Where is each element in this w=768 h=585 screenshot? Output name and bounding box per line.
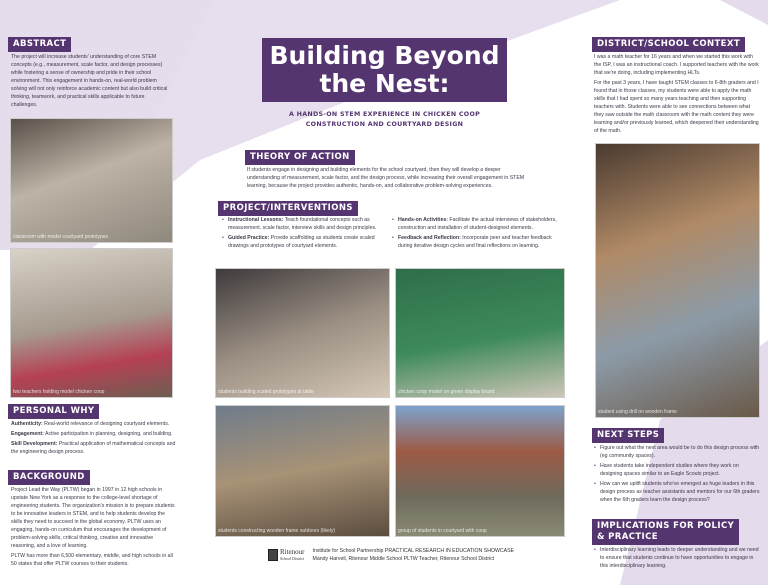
list-item: • Figure out what the next area would be to do this design process with (eg community spaces).: [594, 444, 760, 460]
theory-heading: THEORY OF ACTION: [245, 150, 355, 165]
ritenour-logo: Ritenour School District: [268, 549, 305, 562]
photo-classroom: classroom with model courtyard prototypes: [10, 118, 173, 243]
list-item: • Interdisciplinary learning leads to deeper understanding and we need to ensure that students continue to have opportunities to engage in this interdisciplinary learning.: [594, 546, 760, 570]
next-steps-list: [594, 444, 760, 506]
list-item: • Guided Practice: Provide scaffolding as students create scaled drawings and prototypes of courtyard elements.: [222, 234, 382, 250]
photo-teachers: two teachers holding model chicken coop: [10, 248, 173, 398]
abstract-text: The project will increase students' understanding of core STEM concepts (e.g., measurement, scale factor, and design processes) while fostering a sense of ownership and pride in their school environment. This engagement in hands-on, real-world problem solving will not only reinforce academic content but also build critical thinking, teamwork, and practical skills applicable to future challenges.: [11, 54, 168, 108]
footer-line1: Institute for School Partnership PRACTICAL RESEARCH IN EDUCATION SHOWCASE: [312, 548, 515, 554]
project-list-left: [222, 216, 382, 252]
background-heading: BACKGROUND: [8, 470, 90, 485]
project-list-right: [392, 216, 560, 252]
background-text: Project Lead the Way (PLTW) began in 1997 in 12 high schools in upstate New York as a response to the college-level shortage of engineering students. The organization's mission is to prepare students to be innovative leaders in STEM, and to help students develop the skills they need to succeed in the global economy. PLTW uses an engaging, hands-on curriculum that encourages the development of problem-solving skills, critical thinking, creative and innovative reasoning, and a love of learning. PLTW has more than 6,500 elementary, middle, and high schools in all 50 states that offer PLTW courses to their students.: [11, 487, 175, 567]
district-heading: DISTRICT/SCHOOL CONTEXT: [592, 37, 745, 52]
poster-subtitle: A HANDS-ON STEM EXPERIENCE IN CHICKEN COOP CONSTRUCTION AND COURTYARD DESIGN: [288, 111, 481, 128]
list-item: • Hands-on Activities: Facilitate the actual interviews of stakeholders, construction and installation of student-designed elements.: [392, 216, 560, 232]
photo-coop-model: chicken coop model on green display board: [395, 268, 565, 398]
personal-why-heading: PERSONAL WHY: [8, 404, 99, 419]
abstract-heading: ABSTRACT: [8, 37, 71, 52]
next-steps-heading: NEXT STEPS: [592, 428, 664, 443]
photo-courtyard-group: group of students in courtyard with coop: [395, 405, 565, 537]
photo-drilling: student using drill on wooden frame: [595, 143, 760, 418]
project-heading: PROJECT/INTERVENTIONS: [218, 201, 358, 216]
list-item: • Have students take independent studies where they work on designing spaces similar to an Eagle Scouts project.: [594, 462, 760, 478]
personal-why-list: Authenticity: Real-world relevance of designing courtyard elements. Engagement: Active participation in planning, designing, and building. Skill Development: Practical application of mathematical concepts and the engineering design process.: [11, 421, 176, 455]
photo-construction: students constructing wooden frame outdoors (likely): [215, 405, 390, 537]
implications-list: [594, 546, 760, 572]
logo-icon: [268, 549, 278, 561]
list-item: • How can we uplift students who've emerged as huge leaders in this design process as teacher assistants and mentors for our 6th graders when the 6th graders learn the design process?: [594, 480, 760, 504]
photo-students-prototypes: students building scaled prototypes at table: [215, 268, 390, 398]
list-item: • Feedback and Reflection: Incorporate peer and teacher feedback during iterative design cycles and final reflections on learning.: [392, 234, 560, 250]
poster-title: Building Beyond the Nest:: [262, 38, 507, 102]
implications-heading: IMPLICATIONS FOR POLICY & PRACTICE: [592, 519, 739, 545]
district-text: I was a math teacher for 16 years and when we started this work with the ISP, I was an instructional coach. I supported teachers with the work that we're doing, including implementing HLTs. For the past 3 years, I have taught STEM classes to 6-8th graders and I found that in those classes, my students were able to apply the math skills that I had spent so many years teaching and then supporting teachers with. Students were able to see connections between what they saw outside the math classroom with the math content they were learning and/or previously learned, which deepened their understanding of the math.: [594, 54, 759, 134]
list-item: • Instructional Lessons: Teach foundational concepts such as measurement, scale factor, interview skills and design principles.: [222, 216, 382, 232]
footer-line2: Mandy Harvell, Ritenour Middle School PLTW Teacher, Ritenour School District: [312, 556, 495, 562]
theory-text: If students engage in designing and building elements for the school courtyard, then they will develop a deeper understanding of measurement, scale factor, and the design process, while increasing their overall engagement in STEM learning, because the project provides authentic, hands-on, and collaborative problem-solving experiences.: [247, 167, 525, 189]
footer: [268, 547, 514, 563]
